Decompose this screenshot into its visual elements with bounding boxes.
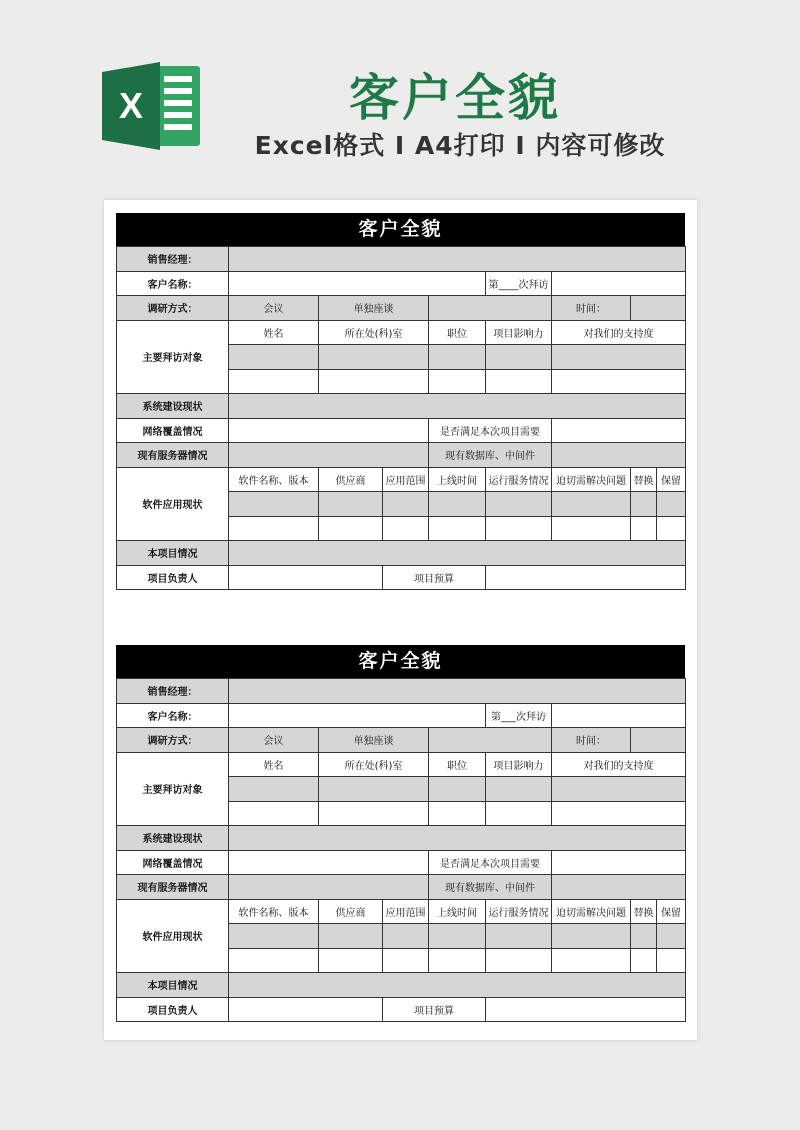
table-cell[interactable] (486, 777, 552, 802)
column-header: 供应商 (319, 467, 383, 492)
column-header: 姓名 (229, 320, 319, 345)
project-label: 本项目情况 (117, 973, 229, 998)
table-row (117, 899, 686, 924)
meets-needs-label: 是否满足本次项目需要 (429, 418, 552, 443)
table-row (117, 973, 686, 998)
svg-text:X: X (118, 85, 144, 126)
table-cell[interactable] (383, 924, 429, 949)
table-cell[interactable] (383, 492, 429, 517)
table-cell[interactable] (486, 948, 552, 973)
visit-count-label: 第___次拜访 (486, 703, 552, 728)
db-middleware-label: 现有数据库、中间件 (429, 443, 552, 468)
customer-table (116, 246, 686, 590)
table-row (117, 247, 686, 272)
project-field[interactable] (229, 973, 686, 998)
column-header: 项目影响力 (486, 320, 552, 345)
main-contacts-label: 主要拜访对象 (117, 752, 229, 826)
column-header: 迫切需解决问题 (552, 899, 631, 924)
table-cell[interactable] (552, 516, 631, 541)
system-status-label: 系统建设现状 (117, 826, 229, 851)
customer-name-field[interactable] (229, 271, 486, 296)
table-row (117, 826, 686, 851)
table-cell[interactable] (383, 516, 429, 541)
column-header: 对我们的支持度 (552, 320, 686, 345)
main-contacts-label: 主要拜访对象 (117, 320, 229, 394)
table-row (117, 752, 686, 777)
sales-manager-label: 销售经理： (117, 247, 229, 272)
servers-field[interactable] (229, 875, 429, 900)
column-header: 运行服务情况 (486, 467, 552, 492)
software-label: 软件应用现状 (117, 467, 229, 541)
method-field[interactable] (429, 296, 552, 321)
meets-needs-label: 是否满足本次项目需要 (429, 850, 552, 875)
column-header: 所在处(科)室 (319, 320, 429, 345)
time-label: 时间： (552, 296, 631, 321)
table-cell[interactable] (429, 924, 486, 949)
table-cell[interactable] (552, 924, 631, 949)
table-cell[interactable] (429, 516, 486, 541)
sales-manager-field[interactable] (229, 247, 686, 272)
table-cell[interactable] (657, 516, 686, 541)
table-cell[interactable] (486, 924, 552, 949)
table-row (117, 679, 686, 704)
owner-label: 项目负责人 (117, 565, 229, 590)
page-subtitle: Excel格式 I A4打印 I 内容可修改 (254, 131, 666, 160)
table-cell[interactable] (319, 801, 429, 826)
table-cell[interactable] (552, 801, 686, 826)
table-cell[interactable] (657, 948, 686, 973)
column-header: 上线时间 (429, 467, 486, 492)
one-on-one-option: 单独座谈 (319, 728, 429, 753)
research-method-label: 调研方式： (117, 728, 229, 753)
column-header: 职位 (429, 320, 486, 345)
budget-label: 项目预算 (383, 565, 486, 590)
table-cell[interactable] (552, 345, 686, 370)
table-cell[interactable] (429, 345, 486, 370)
page-title: 客户全貌 (349, 69, 561, 127)
table-cell[interactable] (229, 924, 319, 949)
column-header: 供应商 (319, 899, 383, 924)
table-row (117, 541, 686, 566)
table-row (117, 703, 686, 728)
db-middleware-field[interactable] (552, 443, 686, 468)
table-row (117, 418, 686, 443)
meeting-option: 会议 (229, 296, 319, 321)
table-cell[interactable] (552, 492, 631, 517)
column-header: 对我们的支持度 (552, 752, 686, 777)
table-cell[interactable] (229, 777, 319, 802)
db-middleware-field[interactable] (552, 875, 686, 900)
owner-field[interactable] (229, 565, 383, 590)
visit-count-field[interactable] (552, 271, 686, 296)
time-field[interactable] (631, 728, 686, 753)
table-cell[interactable] (657, 924, 686, 949)
table-cell[interactable] (319, 948, 383, 973)
table-cell[interactable] (229, 369, 319, 394)
column-header: 应用范围 (383, 899, 429, 924)
table-row (117, 850, 686, 875)
column-header: 所在处(科)室 (319, 752, 429, 777)
table-cell[interactable] (631, 492, 657, 517)
table-cell[interactable] (429, 369, 486, 394)
table-cell[interactable] (429, 492, 486, 517)
page-header (0, 0, 800, 190)
table-cell[interactable] (429, 948, 486, 973)
table-cell[interactable] (552, 948, 631, 973)
table-cell[interactable] (657, 492, 686, 517)
budget-field[interactable] (486, 997, 686, 1022)
customer-name-label: 客户名称： (117, 271, 229, 296)
table-row (117, 467, 686, 492)
table-cell[interactable] (319, 492, 383, 517)
table-cell[interactable] (229, 516, 319, 541)
network-label: 网络覆盖情况 (117, 418, 229, 443)
research-method-label: 调研方式： (117, 296, 229, 321)
table-cell[interactable] (319, 516, 383, 541)
table-row (117, 443, 686, 468)
visit-count-field[interactable] (552, 703, 686, 728)
servers-label: 现有服务器情况 (117, 443, 229, 468)
project-field[interactable] (229, 541, 686, 566)
table-cell[interactable] (319, 369, 429, 394)
column-header: 软件名称、版本 (229, 467, 319, 492)
visit-count-label: 第____次拜访 (486, 271, 552, 296)
table-row (117, 875, 686, 900)
form-title: 客户全貌 (116, 645, 685, 678)
network-field[interactable] (229, 418, 429, 443)
column-header: 运行服务情况 (486, 899, 552, 924)
system-status-field[interactable] (229, 394, 686, 419)
table-cell[interactable] (229, 801, 319, 826)
column-header: 职位 (429, 752, 486, 777)
customer-table (116, 678, 686, 1022)
meets-needs-field[interactable] (552, 850, 686, 875)
budget-label: 项目预算 (383, 997, 486, 1022)
time-label: 时间： (552, 728, 631, 753)
table-row (117, 394, 686, 419)
table-row (117, 271, 686, 296)
network-label: 网络覆盖情况 (117, 850, 229, 875)
table-cell[interactable] (229, 492, 319, 517)
time-field[interactable] (631, 296, 686, 321)
sales-manager-field[interactable] (229, 679, 686, 704)
table-cell[interactable] (486, 516, 552, 541)
meets-needs-field[interactable] (552, 418, 686, 443)
one-on-one-option: 单独座谈 (319, 296, 429, 321)
table-row (117, 565, 686, 590)
table-cell[interactable] (229, 948, 319, 973)
table-cell[interactable] (486, 369, 552, 394)
customer-name-field[interactable] (229, 703, 486, 728)
servers-label: 现有服务器情况 (117, 875, 229, 900)
table-row (117, 728, 686, 753)
table-cell[interactable] (631, 924, 657, 949)
table-cell[interactable] (486, 345, 552, 370)
column-header: 项目影响力 (486, 752, 552, 777)
table-cell[interactable] (429, 777, 486, 802)
table-row (117, 997, 686, 1022)
owner-label: 项目负责人 (117, 997, 229, 1022)
paper-sheet (104, 200, 697, 1040)
software-label: 软件应用现状 (117, 899, 229, 973)
customer-profile-form (116, 645, 685, 1022)
owner-field[interactable] (229, 997, 383, 1022)
db-middleware-label: 现有数据库、中间件 (429, 875, 552, 900)
system-status-label: 系统建设现状 (117, 394, 229, 419)
table-cell[interactable] (383, 948, 429, 973)
table-cell[interactable] (319, 924, 383, 949)
column-header: 姓名 (229, 752, 319, 777)
column-header: 软件名称、版本 (229, 899, 319, 924)
table-row (117, 296, 686, 321)
table-cell[interactable] (631, 516, 657, 541)
table-cell[interactable] (319, 345, 429, 370)
method-field[interactable] (429, 728, 552, 753)
table-cell[interactable] (631, 948, 657, 973)
table-cell[interactable] (552, 777, 686, 802)
servers-field[interactable] (229, 443, 429, 468)
table-cell[interactable] (552, 369, 686, 394)
table-cell[interactable] (486, 801, 552, 826)
column-header: 上线时间 (429, 899, 486, 924)
system-status-field[interactable] (229, 826, 686, 851)
sales-manager-label: 销售经理： (117, 679, 229, 704)
column-header: 替换 (631, 467, 657, 492)
column-header: 迫切需解决问题 (552, 467, 631, 492)
excel-logo-icon (100, 58, 204, 154)
customer-profile-form (116, 213, 685, 590)
project-label: 本项目情况 (117, 541, 229, 566)
table-cell[interactable] (319, 777, 429, 802)
column-header: 保留 (657, 899, 686, 924)
table-cell[interactable] (486, 492, 552, 517)
table-row (117, 320, 686, 345)
column-header: 应用范围 (383, 467, 429, 492)
table-cell[interactable] (229, 345, 319, 370)
network-field[interactable] (229, 850, 429, 875)
column-header: 替换 (631, 899, 657, 924)
table-cell[interactable] (429, 801, 486, 826)
customer-name-label: 客户名称： (117, 703, 229, 728)
budget-field[interactable] (486, 565, 686, 590)
form-title: 客户全貌 (116, 213, 685, 246)
meeting-option: 会议 (229, 728, 319, 753)
column-header: 保留 (657, 467, 686, 492)
